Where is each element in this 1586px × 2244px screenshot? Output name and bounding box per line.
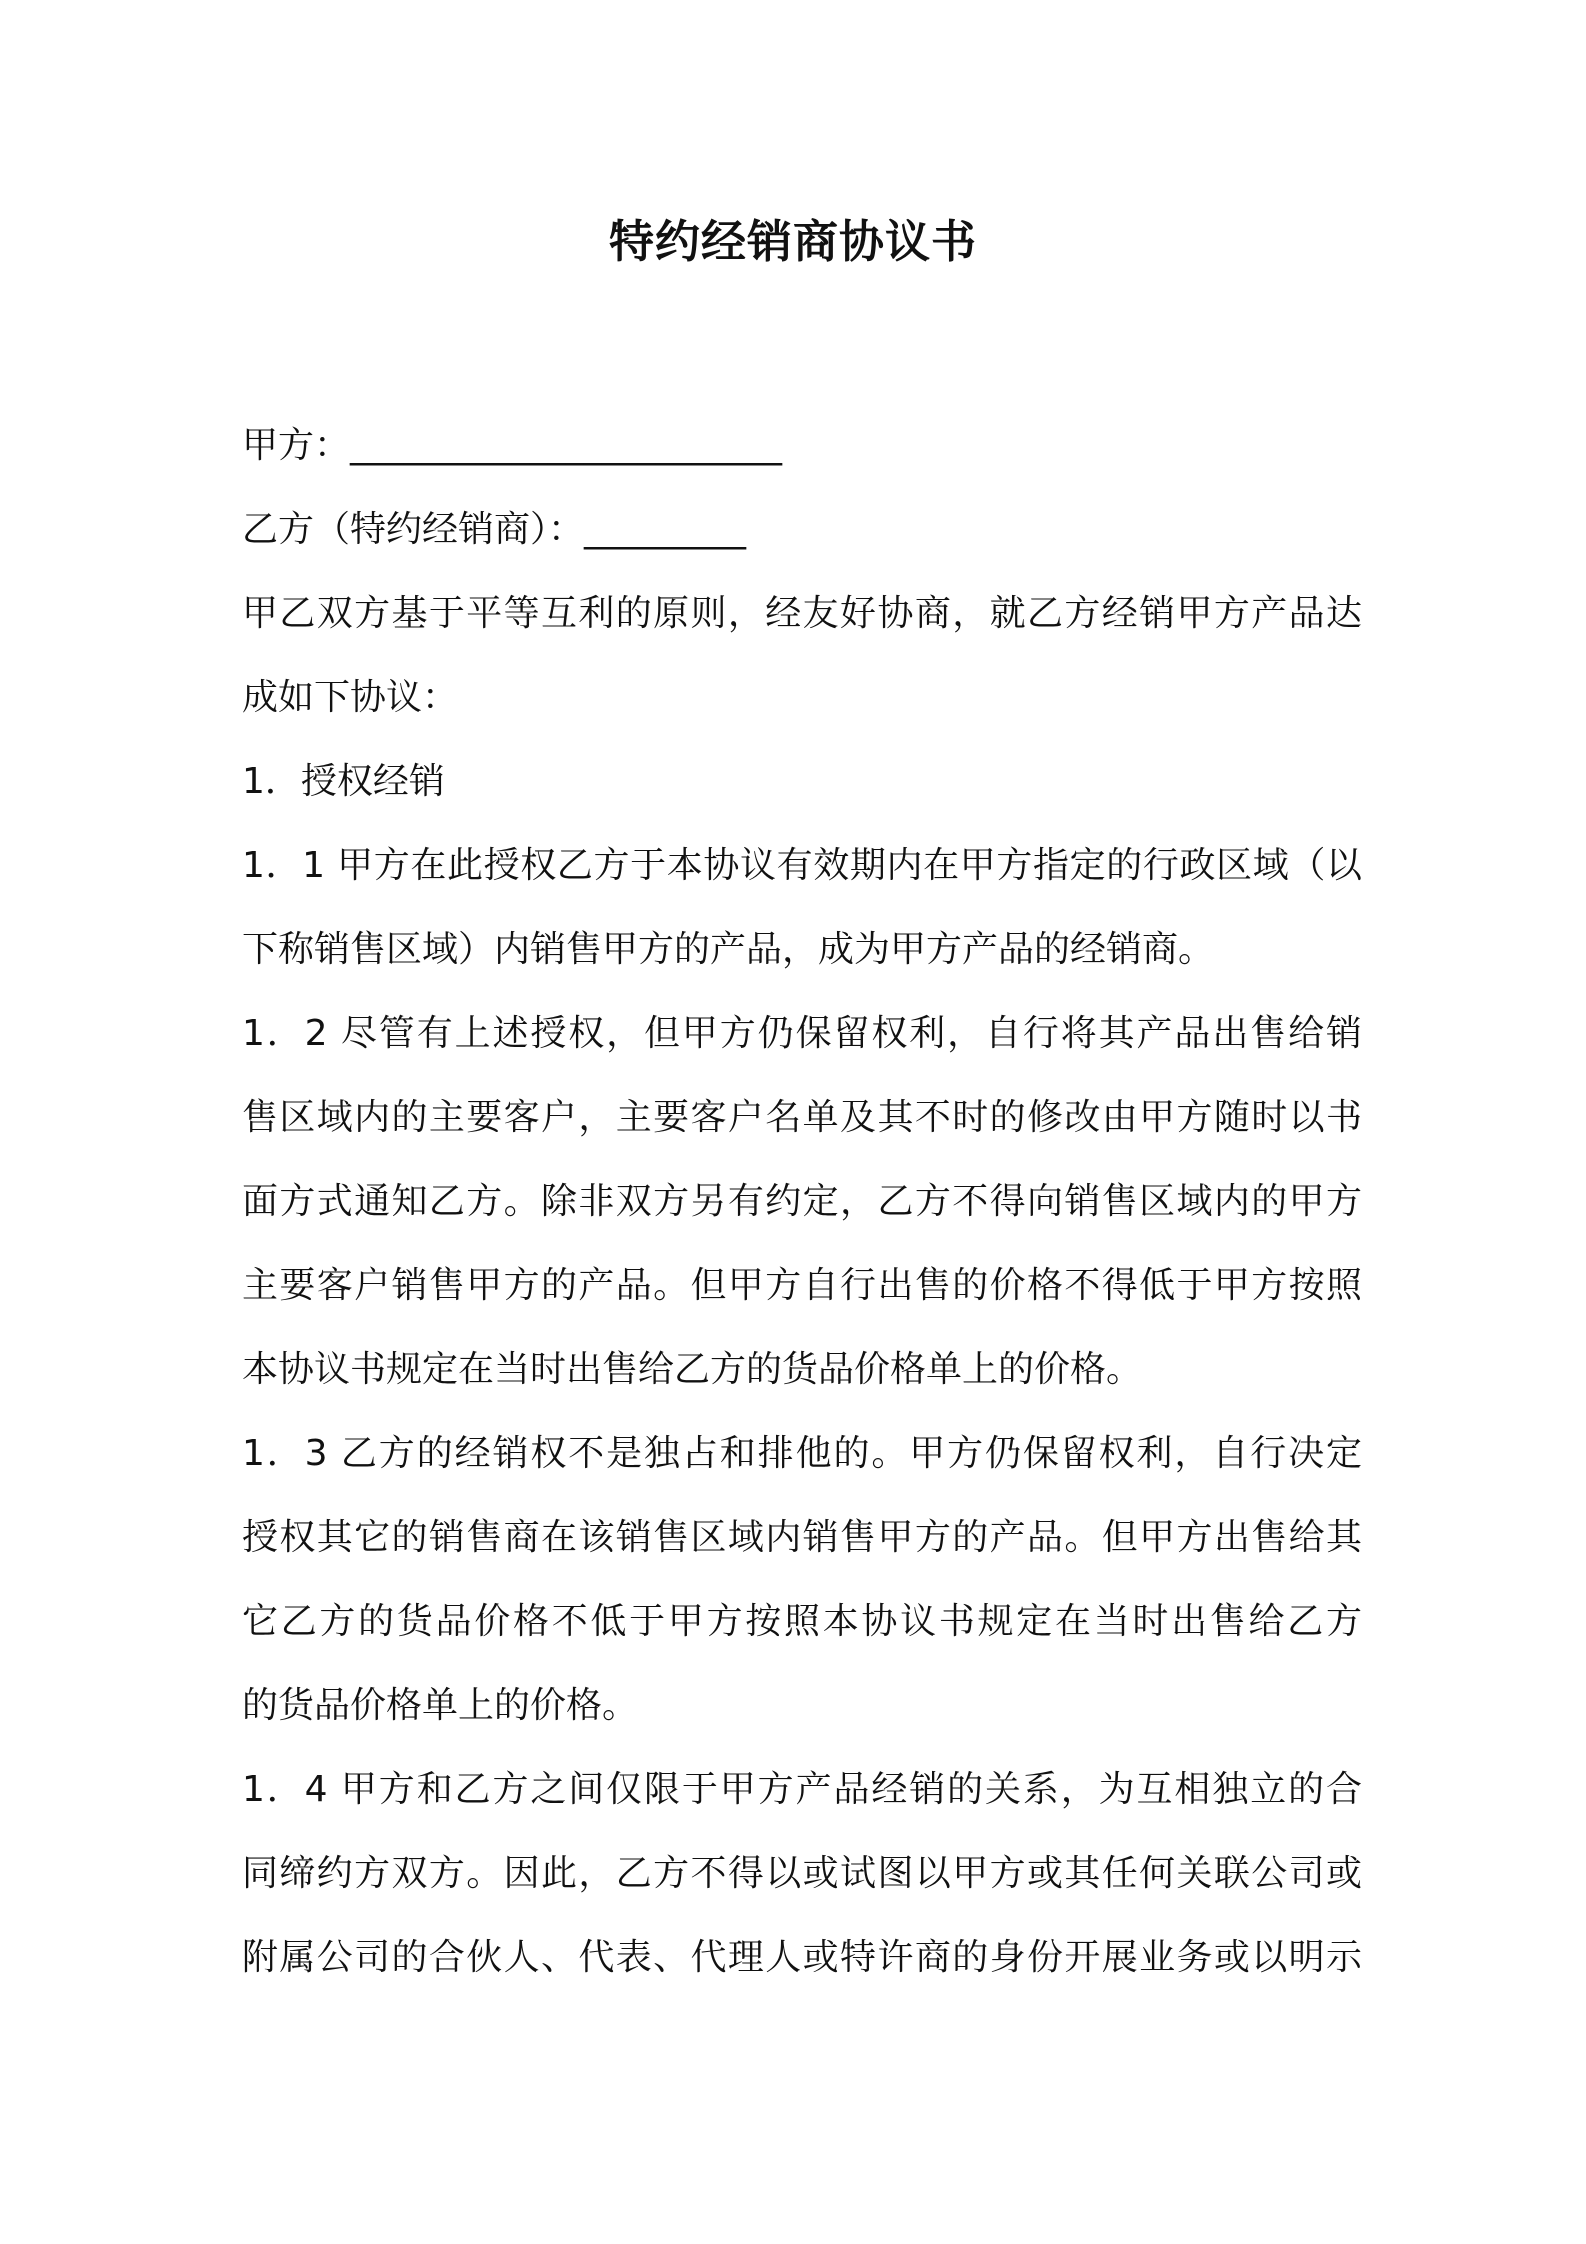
clause-line: 主要客户销售甲方的产品。但甲方自行出售的价格不得低于甲方按照	[242, 1265, 1362, 1306]
clause-line: 的货品价格单上的价格。	[242, 1685, 639, 1726]
clause-line: 1．2 尽管有上述授权，但甲方仍保留权利，自行将其产品出售给销	[242, 1013, 1362, 1054]
preamble-line: 甲乙双方基于平等互利的原则，经友好协商，就乙方经销甲方产品达	[242, 593, 1362, 634]
party-a-line: 甲方：________________________	[242, 425, 783, 466]
clause-line: 售区域内的主要客户，主要客户名单及其不时的修改由甲方随时以书	[242, 1097, 1362, 1138]
clause-line: 同缔约方双方。因此，乙方不得以或试图以甲方或其任何关联公司或	[242, 1853, 1362, 1894]
clause-line: 面方式通知乙方。除非双方另有约定，乙方不得向销售区域内的甲方	[242, 1181, 1362, 1222]
clause-line: 1．4 甲方和乙方之间仅限于甲方产品经销的关系，为互相独立的合	[242, 1769, 1362, 1810]
clause-line: 授权其它的销售商在该销售区域内销售甲方的产品。但甲方出售给其	[242, 1517, 1362, 1558]
clause-line: 它乙方的货品价格不低于甲方按照本协议书规定在当时出售给乙方	[242, 1601, 1362, 1642]
clause-line: 附属公司的合伙人、代表、代理人或特许商的身份开展业务或以明示	[242, 1937, 1362, 1978]
document-body	[242, 404, 1362, 2000]
clause-line: 本协议书规定在当时出售给乙方的货品价格单上的价格。	[242, 1349, 1143, 1390]
clause-line: 1．1 甲方在此授权乙方于本协议有效期内在甲方指定的行政区域（以	[242, 845, 1362, 886]
party-b-line: 乙方（特约经销商）：_________	[242, 509, 747, 550]
section-heading: 1．授权经销	[242, 761, 445, 802]
document-title: 特约经销商协议书	[608, 215, 977, 268]
clause-line: 1．3 乙方的经销权不是独占和排他的。甲方仍保留权利，自行决定	[242, 1433, 1362, 1474]
preamble-line: 成如下协议：	[242, 677, 459, 718]
clause-line: 下称销售区域）内销售甲方的产品，成为甲方产品的经销商。	[242, 929, 1215, 970]
